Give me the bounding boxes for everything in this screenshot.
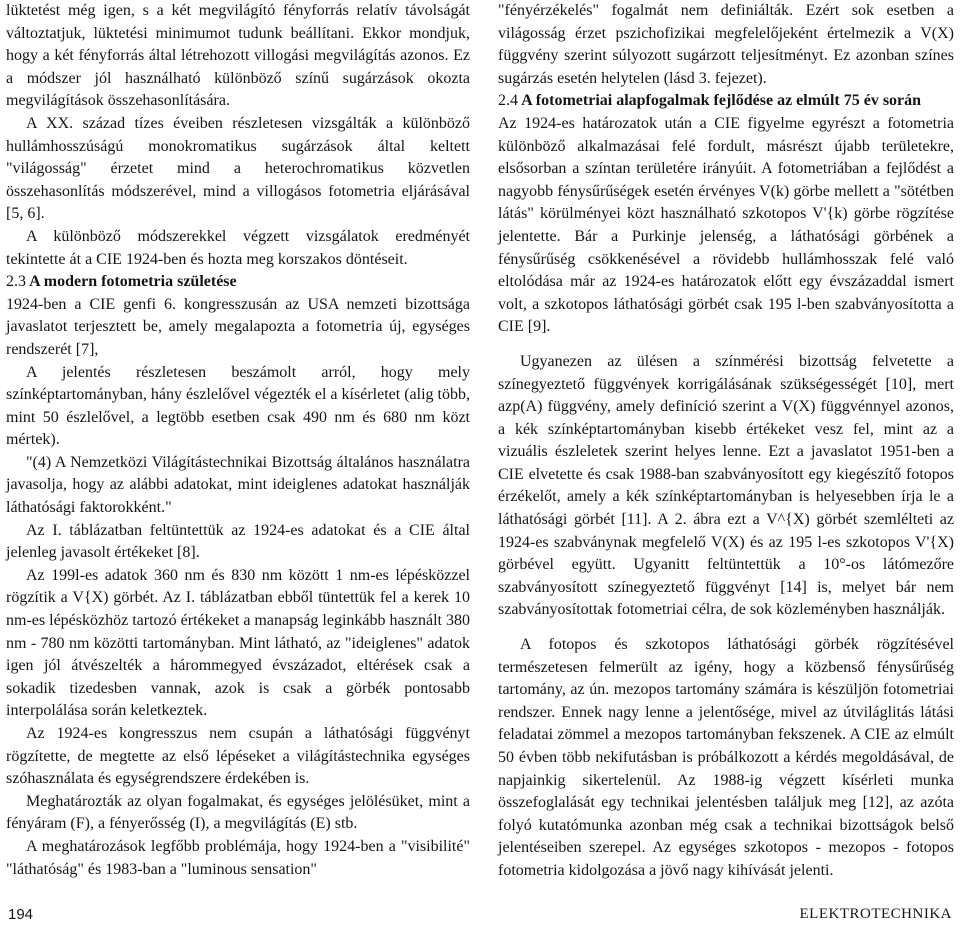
quote-paragraph: "(4) A Nemzetközi Világítástechnikai Bizottság általános használatra javasolja, hogy az alábbi adatokat, mint ideiglenes adatokat használják láthatósági faktorokként." [6, 453, 470, 517]
paragraph: A jelentés részletesen beszámolt arról, hogy mely színképtartományban, hány észlelővel végezték el a kísérletet (alig több, mint 50 észlelővel, a legtöbb esetben csak 490 nm és 680 nm közt mértek). [6, 363, 470, 449]
journal-name: ELEKTROTECHNIKA [799, 906, 952, 922]
section-heading-2-3 [6, 271, 470, 294]
paragraph: Az 1924-es határozatok után a CIE figyelme egyrészt a fotometria különböző alkalmazásai felé fordult, másrészt újabb területekre, elsősorban a színtan területére irányúit. A fotometriában a fejlődést a nagyobb fénysűrűségek esetén érvényes V(k) görbe mellett a "sötétben látás" körülményei közt használható szkotopos V'{k) görbe rögzítése jelentette. Bár a Purkinje jelenség, a láthatósági görbének a fénysűrűség csökkenésével a rövidebb hullámhosszak felé való eltolódása már az 1924-es határozatok előtt egy évszázaddal ismert volt, a szkotopos láthatósági görbét csak 195 l-ben szabványosította a CIE [9]. [498, 114, 954, 336]
paragraph: A meghatározások legfőbb problémája, hogy 1924-ben a "visibilité" "láthatóság" és 1983-ban a "luminous sensation" [6, 837, 470, 878]
section-heading-2-4 [498, 90, 954, 113]
left-column [6, 0, 470, 881]
paragraph: A különböző módszerekkel végzett vizsgálatok eredményét tekintette át a CIE 1924-ben és hozta meg korszakos döntéseit. [6, 227, 470, 268]
section-number: 2.3 [6, 273, 26, 291]
paragraph: Az 1924-es kongresszus nem csupán a láthatósági függvényt rögzítette, de megtette az első lépéseket a világítástechnika egységes szóhasználata és egységrendszere érdekében is. [6, 725, 470, 788]
section-number: 2.4 [498, 92, 518, 110]
paragraph: A fotopos és szkotopos láthatósági görbék rögzítésével természetesen felmerült az igény, hogy a közbenső fénysűrűség tartomány, az ún. mezopos tartomány számára is készüljön fotometriai rendszer. Ennek nagy lenne a jelentősége, mivel az útviláglitás látási feladatai zömmel a mezopos tartományban fekszenek. A CIE az elmúlt 50 évben több nekifutásban is próbálkozott a kérdés megoldásával, de napjainkig sikertelenül. Az 1988-ig végzett kísérleti munka összefoglalását egy technikai jelentésben találjuk meg [12], az azóta folyó kutatómunka azonban még csak a technikai bizottságok belső jelentéseiben szerepel. Az egységes szkotopos - mezopos - fotopos fotometria kidolgozása a jövő nagy kihívását jelenti. [498, 636, 954, 879]
page-footer [0, 906, 960, 926]
paragraph: A XX. század tízes éveiben részletesen vizsgálták a különböző hullámhosszúságú monokromatikus sugárzások által keltett "világosság" érzetet mind a heterochromatikus közvetlen összehasonlítás módszerével, mind a villogásos fotometria eljárásával [5, 6]. [6, 114, 470, 223]
paragraph: lüktetést még igen, s a két megvilágító fényforrás relatív távolságát változtatjuk, lüktetési minimumot tudunk beállítani. Ekkor mondjuk, hogy a két fényforrás által létrehozott villogási megvilágítás azonos. Ez a módszer jól használható különböző színű sugárzások okozta megvilágítások összehasonlítására. [6, 2, 470, 110]
paragraph: "fényérzékelés" fogalmát nem definiálták. Ezért sok esetben a világosság érzet pszichofizikai megfelelőjeként értelmezik a V(X) függvény szerint súlyozott sugárzott teljesítményt. Ez azonban színes sugárzás esetén helytelen (lásd 3. fejezet). [498, 2, 954, 87]
paragraph: Az I. táblázatban feltüntettük az 1924-es adatokat és a CIE által jelenleg javasolt értékeket [8]. [6, 521, 470, 562]
right-column [498, 0, 954, 883]
paragraph: 1924-ben a CIE genfi 6. kongresszusán az USA nemzeti bizottsága javaslatot terjesztett be, amely megalapozta a fotometria új, egységes rendszerét [7], [6, 295, 470, 358]
paragraph: Az 199l-es adatok 360 nm és 830 nm között 1 nm-es lépésközzel rögzítik a V{X) görbét. Az I. táblázatban ebből tüntettük fel a kerek 10 nm-es lépésközhöz tartozó értékeket a manapság leginkább használt 380 nm - 780 nm közötti tartományban. Mint látható, az "ideiglenes" adatok igen jól átvészelték a hárommegyed évszázadot, eltérések csak a sokadik tizedesben vannak, azok is csak a görbék pontosabb interpolálása során keletkeztek. [6, 566, 470, 720]
section-title: A modern fotometria születése [29, 273, 237, 291]
paragraph: Ugyanezen az ülésen a színmérési bizottság felvetette a színegyeztető függvények korrigálásának szükségességét [10], mert azp(A) függvény, amely definíció szerint a V(X) függvénnyel azonos, a kék színképtartományban kisebb értékeket vesz fel, mint az a vizuális észleletek szerint helyes lenne. Ezt a javaslatot 1951-ben a CIE elvetette és csak 1988-ban szabványosított egy kiegészítő fotopos érzékelőt, amely a kék színképtartományban is helyesebben írja le a láthatósági görbét [11]. A 2. ábra ezt a V^{X) görbét szemlélteti az 1924-es szabványnak megfelelő V(X) és az 195 l-es szkotopos V'{X) görbével együtt. Ugyanitt feltüntettük a 10°-os látómezőre szabványosított színegyeztető függvényt [14] is, melyet bár nem szabványosítottak fotometriai célra, de sok közleményben használják. [498, 352, 954, 619]
section-title: A fotometriai alapfogalmak fejlődése az elmúlt 75 év során [521, 92, 922, 110]
paragraph: Meghatározták az olyan fogalmakat, és egységes jelölésüket, mint a fényáram (F), a fényerősség (I), a megvilágítás (E) stb. [6, 792, 470, 833]
page-number: 194 [8, 906, 34, 923]
